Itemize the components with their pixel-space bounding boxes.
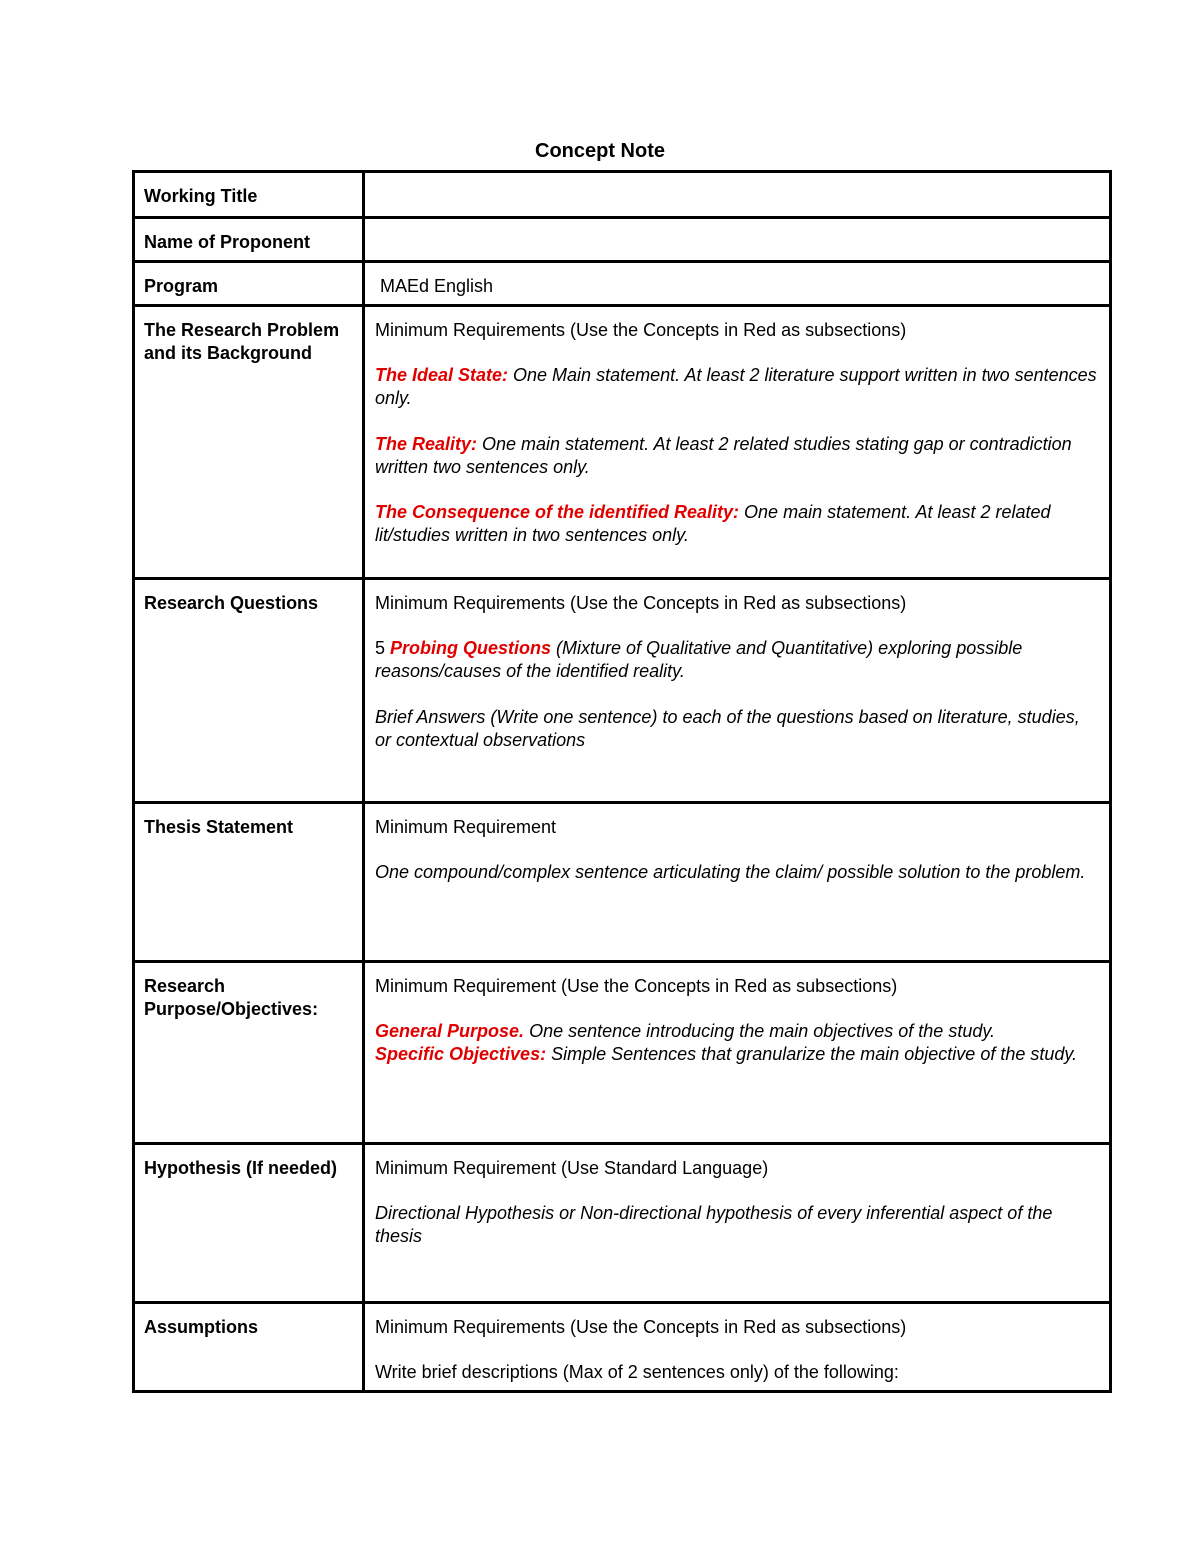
ideal-state-key: The Ideal State: [375, 365, 509, 385]
row-assumptions [134, 1303, 1111, 1392]
answers-paragraph: Brief Answers (Write one sentence) to each of the questions based on literature, studies, or contextual observations [375, 707, 1080, 750]
consequence-paragraph [375, 501, 1099, 547]
general-purpose-paragraph [375, 1020, 1099, 1043]
label-hypothesis: Hypothesis (If needed) [134, 1144, 364, 1303]
assumptions-text: Write brief descriptions (Max of 2 sentences only) of the following: [375, 1362, 899, 1382]
label-program: Program [134, 262, 364, 306]
ideal-state-text: One Main statement. At least 2 literature support written in two sentences only. [375, 365, 1097, 408]
probing-text: (Mixture of Qualitative and Quantitative) exploring possible reasons/causes of the identified reality. [375, 638, 1023, 681]
specific-objectives-text: Simple Sentences that granularize the main objective of the study. [546, 1044, 1078, 1064]
general-purpose-text: One sentence introducing the main objectives of the study. [524, 1021, 996, 1041]
reality-text: One main statement. At least 2 related studies stating gap or contradiction written two sentences only. [375, 434, 1072, 477]
thesis-requirement: Minimum Requirement [375, 817, 557, 837]
hypothesis-content [364, 1144, 1111, 1303]
row-working-title [134, 172, 1111, 218]
label-thesis: Thesis Statement [134, 803, 364, 962]
background-content [364, 306, 1111, 579]
concept-note-table [132, 170, 1112, 1393]
thesis-content [364, 803, 1111, 962]
thesis-text: One compound/complex sentence articulating the claim/ possible solution to the problem. [375, 862, 1086, 882]
row-hypothesis [134, 1144, 1111, 1303]
questions-content [364, 579, 1111, 803]
probing-paragraph [375, 637, 1099, 683]
specific-objectives-paragraph [375, 1043, 1099, 1066]
consequence-text: One main statement. At least 2 related lit/studies written in two sentences only. [375, 502, 1051, 545]
row-questions [134, 579, 1111, 803]
assumptions-requirement: Minimum Requirements (Use the Concepts in Red as subsections) [375, 1317, 907, 1337]
ideal-state-paragraph [375, 364, 1099, 410]
row-program [134, 262, 1111, 306]
questions-requirement: Minimum Requirements (Use the Concepts in Red as subsections) [375, 593, 907, 613]
label-proponent: Name of Proponent [134, 218, 364, 262]
probing-prefix: 5 [375, 638, 391, 658]
label-working-title: Working Title [134, 172, 364, 218]
label-assumptions: Assumptions [134, 1303, 364, 1392]
assumptions-content [364, 1303, 1111, 1392]
working-title-field[interactable] [364, 172, 1111, 218]
purpose-content [364, 962, 1111, 1144]
hypothesis-text: Directional Hypothesis or Non-directional hypothesis of every inferential aspect of the thesis [375, 1203, 1053, 1246]
program-field[interactable]: MAEd English [364, 262, 1111, 306]
row-thesis [134, 803, 1111, 962]
probing-key: Probing Questions [390, 638, 552, 658]
background-requirement: Minimum Requirements (Use the Concepts in Red as subsections) [375, 320, 907, 340]
label-questions: Research Questions [134, 579, 364, 803]
row-background [134, 306, 1111, 579]
page-title: Concept Note [535, 140, 665, 162]
proponent-field[interactable] [364, 218, 1111, 262]
label-purpose: Research Purpose/Objectives: [134, 962, 364, 1144]
row-purpose [134, 962, 1111, 1144]
purpose-requirement: Minimum Requirement (Use the Concepts in Red as subsections) [375, 976, 898, 996]
hypothesis-requirement: Minimum Requirement (Use Standard Language) [375, 1158, 769, 1178]
label-background: The Research Problem and its Background [134, 306, 364, 579]
row-proponent [134, 218, 1111, 262]
general-purpose-key: General Purpose. [375, 1021, 525, 1041]
consequence-key: The Consequence of the identified Reality: [375, 502, 740, 522]
specific-objectives-key: Specific Objectives: [375, 1044, 547, 1064]
reality-paragraph [375, 433, 1099, 479]
reality-key: The Reality: [375, 434, 478, 454]
